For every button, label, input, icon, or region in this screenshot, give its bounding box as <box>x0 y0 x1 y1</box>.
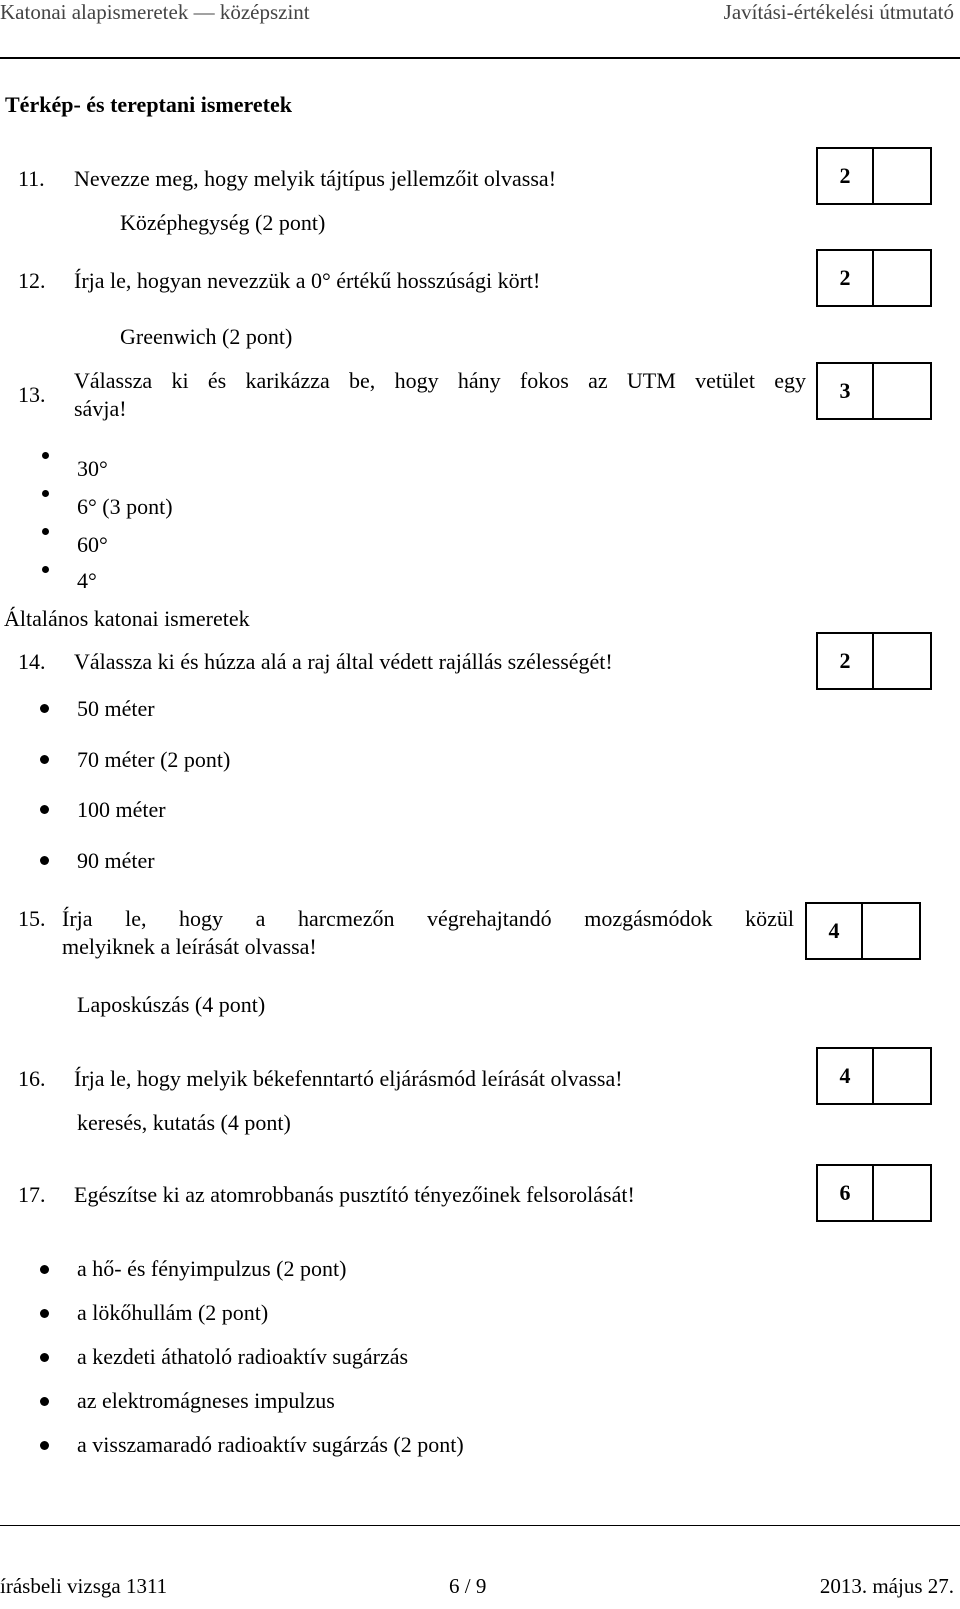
header-rule <box>0 57 960 59</box>
bullet-icon <box>40 1397 49 1406</box>
q17-item-1: a hő- és fényimpulzus (2 pont) <box>77 1256 347 1281</box>
q11-score-box <box>816 147 932 205</box>
q16-score-box <box>816 1047 932 1105</box>
q15-earned-score[interactable] <box>863 902 921 960</box>
q12-answer: Greenwich (2 pont) <box>120 324 293 349</box>
q13-option-2: 6° (3 pont) <box>77 494 173 519</box>
section-title-map: Térkép- és tereptani ismeretek <box>5 92 292 117</box>
footer-rule <box>0 1525 960 1526</box>
q11-answer: Középhegység (2 pont) <box>120 210 326 235</box>
q13-earned-score[interactable] <box>874 362 932 420</box>
q15-max-score: 4 <box>805 902 863 960</box>
q16-number: 16. <box>18 1066 46 1091</box>
q17-max-score: 6 <box>816 1164 874 1222</box>
q13-score-box <box>816 362 932 420</box>
q14-score-box <box>816 632 932 690</box>
q17-item-4: az elektromágneses impulzus <box>77 1388 335 1413</box>
q15-score-box <box>805 902 921 960</box>
q15-text-line2: melyiknek a leírását olvassa! <box>62 934 317 959</box>
q12-earned-score[interactable] <box>874 249 932 307</box>
q14-earned-score[interactable] <box>874 632 932 690</box>
q17-number: 17. <box>18 1182 46 1207</box>
footer-page-number: 6 / 9 <box>449 1574 487 1598</box>
header-right: Javítási-értékelési útmutató <box>723 0 954 24</box>
q11-number: 11. <box>18 166 45 191</box>
bullet-icon <box>40 704 49 713</box>
header-left: Katonai alapismeretek — középszint <box>0 0 310 24</box>
q13-number: 13. <box>18 382 46 407</box>
q14-option-4: 90 méter <box>77 848 155 873</box>
q17-item-5: a visszamaradó radioaktív sugárzás (2 pont) <box>77 1432 464 1457</box>
q11-max-score: 2 <box>816 147 874 205</box>
q17-item-3: a kezdeti áthatoló radioaktív sugárzás <box>77 1344 409 1369</box>
bullet-icon <box>40 1265 49 1274</box>
q14-max-score: 2 <box>816 632 874 690</box>
q13-option-4: 4° <box>77 568 97 593</box>
q16-text: Írja le, hogy melyik békefenntartó eljárásmód leírását olvassa! <box>74 1066 623 1091</box>
q16-max-score: 4 <box>816 1047 874 1105</box>
q12-score-box <box>816 249 932 307</box>
q15-answer: Laposkúszás (4 pont) <box>77 992 266 1017</box>
bullet-icon <box>40 856 49 865</box>
bullet-icon <box>40 805 49 814</box>
bullet-icon <box>40 1309 49 1318</box>
bullet-icon <box>40 1441 49 1450</box>
q17-score-box <box>816 1164 932 1222</box>
q13-option-1: 30° <box>77 456 108 481</box>
q14-option-1: 50 méter <box>77 696 155 721</box>
q11-text: Nevezze meg, hogy melyik tájtípus jellemzőit olvassa! <box>74 166 557 191</box>
q12-number: 12. <box>18 268 46 293</box>
q15-number: 15. <box>18 906 46 931</box>
q13-max-score: 3 <box>816 362 874 420</box>
bullet-icon <box>42 566 49 573</box>
q16-earned-score[interactable] <box>874 1047 932 1105</box>
q13-text-line2: sávja! <box>74 396 127 421</box>
q14-text: Válassza ki és húzza alá a raj által védett rajállás szélességét! <box>74 649 613 674</box>
q14-number: 14. <box>18 649 46 674</box>
bullet-icon <box>42 490 49 497</box>
bullet-icon <box>42 452 49 459</box>
footer-right: 2013. május 27. <box>819 1574 954 1598</box>
q12-text: Írja le, hogyan nevezzük a 0° értékű hosszúsági kört! <box>74 268 541 293</box>
q13-text-line1: Válassza ki és karikázza be, hogy hány fokos az UTM vetület egy <box>74 368 806 393</box>
q16-answer: keresés, kutatás (4 pont) <box>77 1110 291 1135</box>
footer-left: írásbeli vizsga 1311 <box>0 1574 168 1598</box>
bullet-icon <box>42 528 49 535</box>
bullet-icon <box>40 1353 49 1362</box>
q13-option-3: 60° <box>77 532 108 557</box>
q17-text: Egészítse ki az atomrobbanás pusztító tényezőinek felsorolását! <box>74 1182 635 1207</box>
section-title-general: Általános katonai ismeretek <box>4 606 250 631</box>
q15-text-line1: Írja le, hogy a harcmezőn végrehajtandó mozgásmódok közül <box>62 906 794 931</box>
q17-earned-score[interactable] <box>874 1164 932 1222</box>
q14-option-2: 70 méter (2 pont) <box>77 747 231 772</box>
q17-item-2: a lökőhullám (2 pont) <box>77 1300 269 1325</box>
q11-earned-score[interactable] <box>874 147 932 205</box>
q14-option-3: 100 méter <box>77 797 166 822</box>
q12-max-score: 2 <box>816 249 874 307</box>
bullet-icon <box>40 755 49 764</box>
